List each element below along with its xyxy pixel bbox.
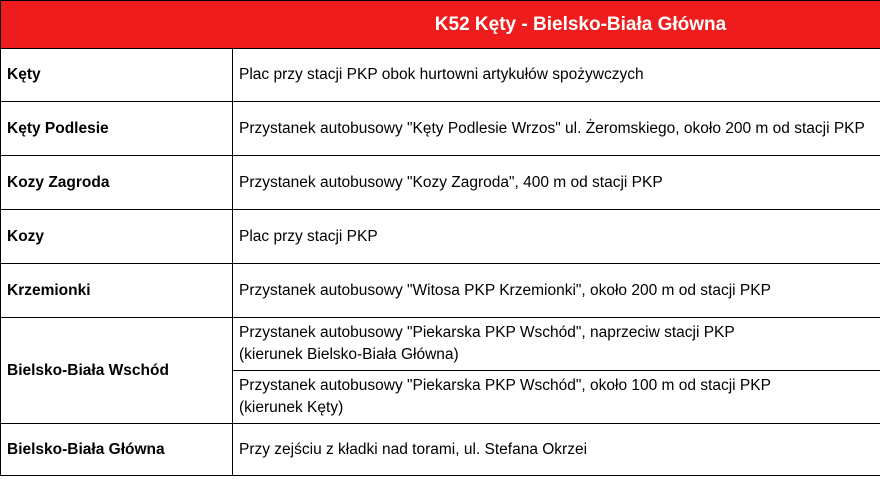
table-row [1,210,880,264]
station-name: Kozy Zagroda [1,156,233,210]
table-header-row [1,1,880,49]
table-row [1,156,880,210]
stop-description [233,318,880,371]
station-name: Kozy [1,210,233,264]
station-name: Kęty [1,49,233,102]
stop-description: Plac przy stacji PKP obok hurtowni artykułów spożywczych [233,49,880,102]
table-title: K52 Kęty - Bielsko-Biała Główna [434,13,727,35]
station-name: Bielsko-Biała Główna [1,424,233,476]
station-name: Bielsko-Biała Wschód [1,318,233,424]
table-row [1,424,880,476]
station-name: Krzemionki [1,264,233,318]
stop-description: Przystanek autobusowy "Kęty Podlesie Wrzos" ul. Żeromskiego, około 200 m od stacji PKP [233,102,880,156]
stop-description: Plac przy stacji PKP [233,210,880,264]
table-row [1,318,880,371]
station-name: Kęty Podlesie [1,102,233,156]
stop-description-text: Przystanek autobusowy "Piekarska PKP Wschód", około 100 m od stacji PKP (kierunek Kęty) [239,377,771,416]
stop-description [233,371,880,424]
table-row [1,49,880,102]
stop-description-text: Przystanek autobusowy "Piekarska PKP Wschód", naprzeciw stacji PKP (kierunek Bielsko-Biała Główna) [239,324,735,363]
table-title-cell [1,1,880,49]
table-row [1,264,880,318]
stop-description: Przystanek autobusowy "Witosa PKP Krzemionki", około 200 m od stacji PKP [233,264,880,318]
table-row [1,102,880,156]
stop-description: Przystanek autobusowy "Kozy Zagroda", 400 m od stacji PKP [233,156,880,210]
stop-description: Przy zejściu z kładki nad torami, ul. Stefana Okrzei [233,424,880,476]
